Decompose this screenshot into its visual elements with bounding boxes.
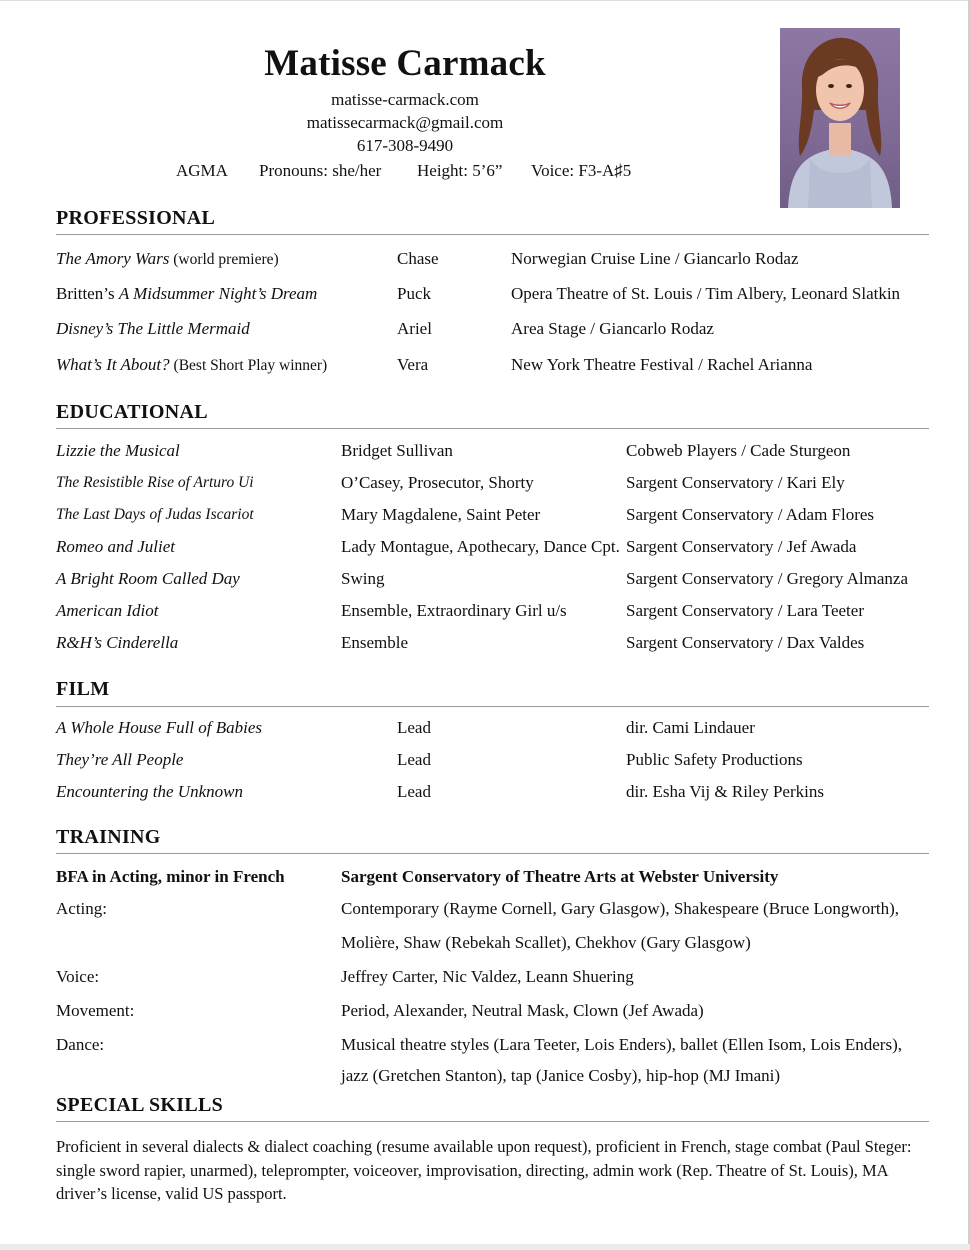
training-teachers: Molière, Shaw (Rebekah Scallet), Chekhov (Gary Glasgow): [341, 933, 751, 952]
page-edge-top: [0, 0, 970, 1]
company-director: Sargent Conservatory / Lara Teeter: [626, 601, 864, 620]
company-director: Public Safety Productions: [626, 750, 803, 769]
training-teachers: Contemporary (Rayme Cornell, Gary Glasgow), Shakespeare (Bruce Longworth),: [341, 899, 900, 918]
credit-row: [0, 441, 970, 465]
role-name: Swing: [341, 569, 385, 588]
training-row-acting: [0, 899, 970, 923]
training-row-dance-cont: [0, 1066, 970, 1090]
company-director: Cobweb Players / Cade Sturgeon: [626, 441, 851, 460]
training-teachers: Jeffrey Carter, Nic Valdez, Leann Shuering: [341, 967, 634, 986]
section-divider: [56, 428, 929, 429]
credit-row: [0, 355, 970, 379]
role-name: Chase: [397, 249, 439, 268]
credit-row: [0, 633, 970, 657]
training-label: Acting:: [56, 899, 107, 918]
company-director: dir. Esha Vij & Riley Perkins: [626, 782, 824, 801]
training-label: Voice:: [56, 967, 100, 986]
training-degree-row: [0, 867, 970, 891]
production-title: What’s It About? (Best Short Play winner): [56, 355, 328, 374]
production-title: The Amory Wars (world premiere): [56, 249, 279, 268]
production-title: R&H’s Cinderella: [56, 633, 179, 652]
production-title: A Bright Room Called Day: [56, 569, 240, 588]
film-title: They’re All People: [56, 750, 184, 769]
credit-row: [0, 782, 970, 806]
company-director: dir. Cami Lindauer: [626, 718, 755, 737]
role-name: Lady Montague, Apothecary, Dance Cpt.: [341, 537, 620, 556]
role-name: Mary Magdalene, Saint Peter: [341, 505, 541, 524]
phone-number: 617-308-9490: [356, 136, 454, 155]
company-director: Sargent Conservatory / Adam Flores: [626, 505, 875, 524]
credit-row: [0, 319, 970, 343]
headshot-photo: [780, 28, 900, 208]
credit-row: [0, 505, 970, 529]
credit-row: [0, 601, 970, 625]
production-title: American Idiot: [56, 601, 159, 620]
email-link[interactable]: matissecarmack@gmail.com: [306, 113, 504, 132]
credit-row: [0, 284, 970, 308]
role-name: Vera: [397, 355, 429, 374]
website-link[interactable]: matisse-carmack.com: [331, 90, 479, 109]
section-title-special-skills: SPECIAL SKILLS: [56, 1094, 224, 1116]
role-name: Ensemble, Extraordinary Girl u/s: [341, 601, 567, 620]
company-director: Norwegian Cruise Line / Giancarlo Rodaz: [511, 249, 799, 268]
pronouns-label: Pronouns: she/her: [259, 161, 382, 180]
section-title-film: FILM: [56, 678, 110, 700]
credit-row: [0, 537, 970, 561]
section-divider: [56, 1121, 929, 1122]
performer-name: Matisse Carmack: [264, 43, 546, 84]
section-title-professional: PROFESSIONAL: [56, 207, 216, 229]
union-label: AGMA: [176, 161, 228, 180]
role-name: Bridget Sullivan: [341, 441, 453, 460]
company-director: New York Theatre Festival / Rachel Arianna: [511, 355, 813, 374]
page-edge-bottom: [0, 1244, 970, 1250]
voice-range-label: Voice: F3-A♯5: [531, 161, 632, 180]
company-director: Opera Theatre of St. Louis / Tim Albery, Leonard Slatkin: [511, 284, 901, 303]
company-director: Sargent Conservatory / Kari Ely: [626, 473, 845, 492]
film-title: A Whole House Full of Babies: [56, 718, 263, 737]
training-row-acting-cont: [0, 933, 970, 957]
role-name: Lead: [397, 782, 431, 801]
company-director: Sargent Conservatory / Gregory Almanza: [626, 569, 909, 588]
section-divider: [56, 234, 929, 235]
section-title-educational: EDUCATIONAL: [56, 401, 208, 423]
production-title: Britten’s A Midsummer Night’s Dream: [56, 284, 318, 303]
training-row-dance: [0, 1035, 970, 1059]
training-row-voice: [0, 967, 970, 991]
role-name: Ensemble: [341, 633, 409, 652]
special-skills-text: Proficient in several dialects & dialect coaching (resume available upon request), proficient in French, stage combat (Paul Steger: single sword rapier, unarmed), teleprompter, voiceover, improvisation, directing, admin work (Rep. Theatre of St. Louis), MA driver’s license, valid US passport.: [56, 1137, 912, 1203]
training-teachers: Period, Alexander, Neutral Mask, Clown (Jef Awada): [341, 1001, 704, 1020]
company-director: Sargent Conservatory / Dax Valdes: [626, 633, 865, 652]
training-label: Dance:: [56, 1035, 105, 1054]
role-name: Lead: [397, 750, 431, 769]
degree-label: BFA in Acting, minor in French: [56, 867, 285, 886]
section-title-training: TRAINING: [56, 826, 161, 848]
training-teachers: Musical theatre styles (Lara Teeter, Lois Enders), ballet (Ellen Isom, Lois Enders),: [341, 1035, 902, 1054]
production-title: Lizzie the Musical: [56, 441, 180, 460]
section-divider: [56, 853, 929, 854]
credit-row: [0, 473, 970, 497]
training-teachers: jazz (Gretchen Stanton), tap (Janice Cosby), hip-hop (MJ Imani): [341, 1066, 781, 1085]
credit-row: [0, 718, 970, 742]
role-name: Puck: [397, 284, 431, 303]
production-title: Disney’s The Little Mermaid: [56, 319, 250, 338]
credit-row: [0, 569, 970, 593]
school-name: Sargent Conservatory of Theatre Arts at Webster University: [341, 867, 779, 886]
training-row-movement: [0, 1001, 970, 1025]
production-title: Romeo and Juliet: [56, 537, 175, 556]
company-director: Area Stage / Giancarlo Rodaz: [511, 319, 714, 338]
production-title: The Last Days of Judas Iscariot: [56, 506, 254, 523]
role-name: Lead: [397, 718, 431, 737]
company-director: Sargent Conservatory / Jef Awada: [626, 537, 857, 556]
section-divider: [56, 706, 929, 707]
role-name: Ariel: [397, 319, 432, 338]
height-label: Height: 5’6”: [417, 161, 503, 180]
credit-row: [0, 249, 970, 273]
training-label: Movement:: [56, 1001, 135, 1020]
film-title: Encountering the Unknown: [56, 782, 243, 801]
production-title: The Resistible Rise of Arturo Ui: [56, 474, 254, 491]
credit-row: [0, 750, 970, 774]
role-name: O’Casey, Prosecutor, Shorty: [341, 473, 534, 492]
